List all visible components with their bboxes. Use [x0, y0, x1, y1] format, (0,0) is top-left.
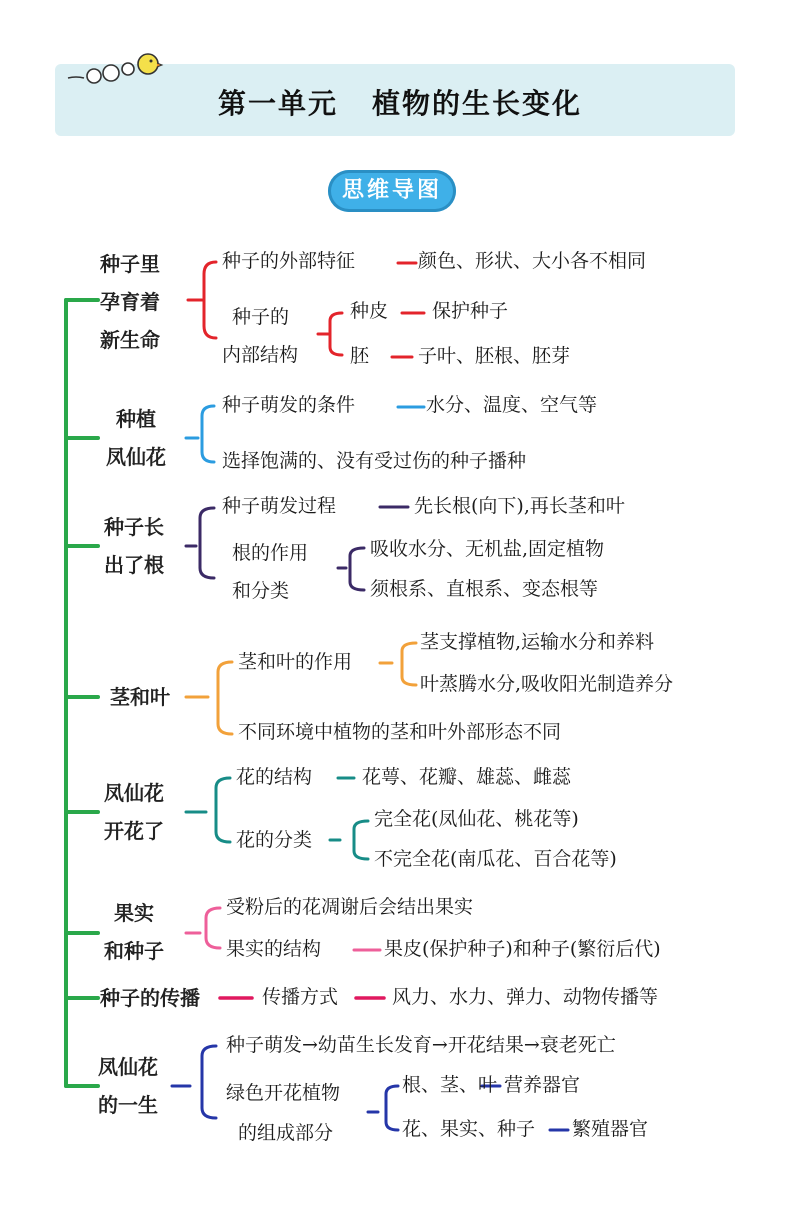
root-line: 种子的传播	[100, 986, 200, 1010]
node-text: 内部结构	[222, 344, 299, 366]
node-text: 花萼、花瓣、雄蕊、雌蕊	[362, 766, 572, 788]
main-trunk-connector	[66, 300, 98, 1086]
root-node-3	[104, 508, 164, 584]
root-node-4	[110, 678, 170, 716]
node-text: 种子萌发→幼苗生长发育→开花结果→衰老死亡	[226, 1034, 616, 1056]
node-text: 根、茎、叶	[402, 1074, 498, 1096]
node-text: 花的分类	[236, 829, 313, 851]
root-line: 和种子	[104, 939, 164, 963]
root-node-8	[98, 1048, 158, 1124]
node-text: 花、果实、种子	[402, 1118, 536, 1140]
unit-label: 第一单元	[217, 87, 338, 120]
node-text: 受粉后的花凋谢后会结出果实	[226, 896, 474, 918]
node-text: 水分、温度、空气等	[426, 394, 598, 416]
node-text: 不同环境中植物的茎和叶外部形态不同	[238, 721, 562, 743]
node-text: 先长根(向下),再长茎和叶	[414, 495, 625, 517]
node-text: 种子的外部特征	[222, 250, 356, 272]
node-text: 胚	[350, 345, 370, 367]
node-text: 选择饱满的、没有受过伤的种子播种	[222, 450, 527, 472]
node-text: 和分类	[232, 580, 290, 602]
root-line: 新生命	[100, 328, 160, 352]
root-node-2	[106, 400, 166, 476]
node-text: 繁殖器官	[572, 1118, 649, 1140]
root-line: 开花了	[104, 819, 164, 843]
node-text: 保护种子	[432, 300, 509, 322]
node-text: 完全花(凤仙花、桃花等)	[374, 808, 579, 830]
node-text: 不完全花(南瓜花、百合花等)	[374, 848, 617, 870]
node-text: 吸收水分、无机盐,固定植物	[370, 538, 605, 560]
node-text: 根的作用	[232, 542, 309, 564]
root-line: 的一生	[98, 1093, 158, 1117]
node-text: 营养器官	[504, 1074, 581, 1096]
root-node-1	[100, 245, 160, 359]
node-text: 种皮	[350, 300, 389, 322]
root-node-7	[100, 979, 200, 1017]
node-text: 风力、水力、弹力、动物传播等	[392, 986, 659, 1008]
root-line: 凤仙花	[104, 781, 164, 805]
node-text: 传播方式	[262, 986, 339, 1008]
root-line: 孕育着	[100, 290, 160, 314]
branch-1-connector	[188, 262, 424, 357]
node-text: 须根系、直根系、变态根等	[370, 578, 599, 600]
node-text: 叶蒸腾水分,吸收阳光制造养分	[420, 673, 674, 695]
root-line: 果实	[114, 901, 154, 925]
node-text: 茎支撑植物,运输水分和养料	[420, 631, 655, 653]
root-line: 出了根	[104, 553, 164, 577]
node-text: 果实的结构	[226, 938, 322, 960]
node-text: 子叶、胚根、胚芽	[418, 345, 571, 367]
mind-map-badge: 思维导图	[328, 170, 456, 212]
node-text: 果皮(保护种子)和种子(繁衍后代)	[384, 938, 661, 960]
root-node-5	[104, 774, 164, 850]
node-text: 花的结构	[236, 766, 313, 788]
node-text: 种子的	[232, 306, 290, 328]
node-text: 种子萌发的条件	[222, 394, 356, 416]
root-line: 凤仙花	[98, 1055, 158, 1079]
root-line: 凤仙花	[106, 445, 166, 469]
node-text: 绿色开花植物	[226, 1082, 341, 1104]
node-text: 种子萌发过程	[222, 495, 337, 517]
root-line: 种子长	[104, 515, 164, 539]
root-line: 种植	[116, 407, 156, 431]
node-text: 颜色、形状、大小各不相同	[418, 250, 647, 272]
chapter-title: 植物的生长变化	[372, 87, 583, 120]
root-line: 种子里	[100, 252, 160, 276]
root-line: 茎和叶	[110, 685, 170, 709]
node-text: 的组成部分	[238, 1122, 334, 1144]
root-node-6	[104, 894, 164, 970]
node-text: 茎和叶的作用	[238, 651, 353, 673]
